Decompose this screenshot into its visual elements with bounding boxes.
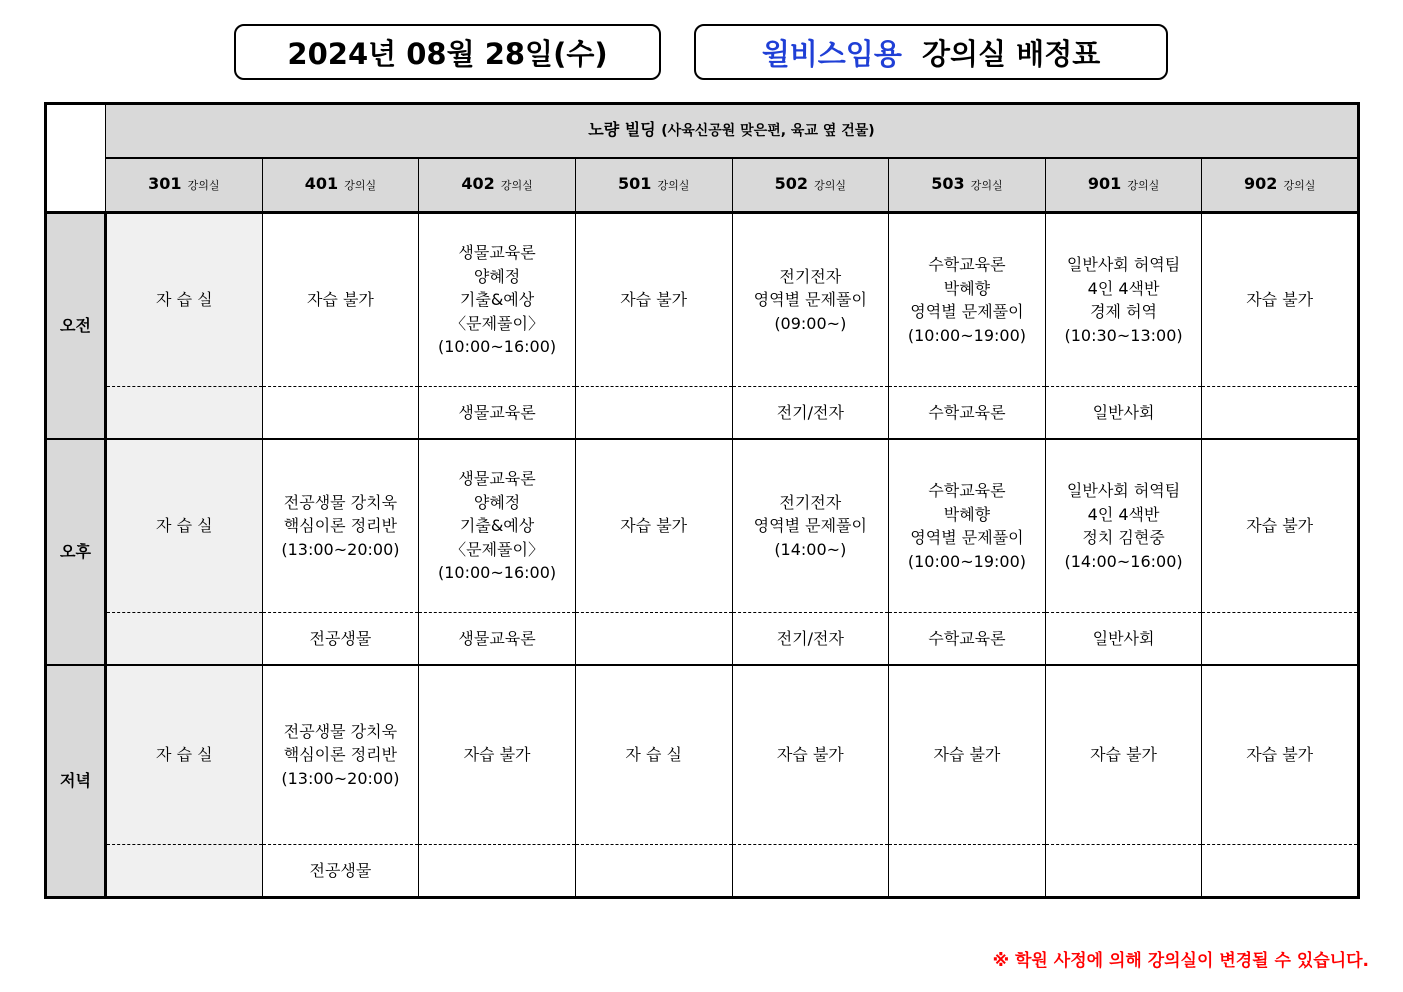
cell-line: (09:00~)	[774, 313, 847, 333]
cell-line: 자습 불가	[463, 745, 531, 765]
classroom-schedule-table	[44, 102, 1360, 899]
schedule-cell	[262, 439, 419, 613]
cell-line: 일반사회 허역팀	[1066, 481, 1181, 500]
schedule-cell	[1045, 665, 1202, 845]
cell-line: (14:00~)	[774, 539, 847, 559]
schedule-cell	[262, 665, 419, 845]
cell-line: 양혜정	[473, 492, 521, 512]
schedule-cell	[732, 213, 889, 387]
schedule-cell	[1045, 213, 1202, 387]
corner-cell	[46, 104, 106, 213]
date-title	[234, 24, 661, 80]
cell-line: 자습 불가	[306, 290, 374, 310]
subject-cell: 수학교육론	[889, 387, 1046, 440]
schedule-cell	[419, 213, 576, 387]
subject-cell	[1202, 387, 1359, 440]
cell-line: 〈문제풀이〉	[450, 313, 544, 333]
cell-line: 영역별 문제풀이	[753, 516, 867, 536]
period-label: 오후	[46, 439, 106, 665]
subject-cell	[106, 387, 263, 440]
cell-line: 전기전자	[779, 266, 842, 286]
schedule-cell	[575, 213, 732, 387]
subject-cell	[889, 845, 1046, 898]
schedule-cell	[889, 439, 1046, 613]
room-header: 503 강의실	[889, 158, 1046, 213]
cell-line: (10:30~13:00)	[1064, 325, 1183, 345]
cell-line: 경제 허역	[1090, 302, 1158, 321]
room-header: 301 강의실	[106, 158, 263, 213]
cell-line: 자습 불가	[1090, 745, 1158, 765]
schedule-cell	[575, 665, 732, 845]
cell-line: 자습 불가	[1246, 745, 1314, 765]
brand-name: 윌비스임용	[761, 36, 902, 71]
schedule-cell	[889, 213, 1046, 387]
change-notice: ※ 학원 사정에 의해 강의실이 변경될 수 있습니다.	[992, 951, 1369, 971]
cell-line: (10:00~19:00)	[907, 551, 1026, 571]
schedule-cell	[1202, 665, 1359, 845]
schedule-cell	[419, 439, 576, 613]
subject-cell	[575, 845, 732, 898]
subject-cell	[1202, 845, 1359, 898]
cell-line: 기출&예상	[459, 290, 535, 310]
room-header: 901 강의실	[1045, 158, 1202, 213]
subject-cell: 생물교육론	[419, 613, 576, 666]
cell-line: (10:00~19:00)	[907, 325, 1026, 345]
cell-line: 양혜정	[473, 266, 521, 286]
cell-line: 자 습 실	[156, 745, 213, 765]
cell-line: (10:00~16:00)	[438, 337, 557, 357]
cell-line: 자습 불가	[1246, 516, 1314, 536]
schedule-title	[694, 24, 1168, 80]
cell-line: 생물교육론	[458, 469, 536, 489]
cell-line: 핵심이론 정리반	[283, 516, 398, 536]
cell-line: 정치 김현중	[1082, 528, 1165, 547]
cell-line: 자습 불가	[620, 516, 688, 536]
subject-cell: 일반사회	[1045, 387, 1202, 440]
cell-line: (13:00~20:00)	[281, 768, 400, 788]
cell-line: 영역별 문제풀이	[910, 302, 1024, 321]
building-note: (사육신공원 맞은편, 육교 옆 건물)	[661, 123, 875, 140]
subject-cell: 수학교육론	[889, 613, 1046, 666]
room-header: 902 강의실	[1202, 158, 1359, 213]
cell-line: 〈문제풀이〉	[450, 539, 544, 559]
period-label: 저녁	[46, 665, 106, 898]
cell-line: 핵심이론 정리반	[283, 745, 398, 765]
cell-line: 수학교육론	[928, 481, 1006, 500]
building-header	[106, 104, 1359, 159]
schedule-cell	[1202, 213, 1359, 387]
subject-cell: 전공생물	[262, 845, 419, 898]
subject-cell: 일반사회	[1045, 613, 1202, 666]
cell-line: 4인 4색반	[1087, 504, 1160, 524]
cell-line: (10:00~16:00)	[438, 563, 557, 583]
schedule-cell	[419, 665, 576, 845]
cell-line: 4인 4색반	[1087, 278, 1160, 298]
cell-line: 박혜향	[943, 278, 991, 298]
subject-cell	[106, 845, 263, 898]
subject-cell	[419, 845, 576, 898]
schedule-cell	[106, 439, 263, 613]
subject-cell	[1045, 845, 1202, 898]
cell-line: 수학교육론	[928, 255, 1006, 274]
schedule-cell	[106, 213, 263, 387]
period-label: 오전	[46, 213, 106, 440]
cell-line: 박혜향	[943, 504, 991, 524]
room-header: 502 강의실	[732, 158, 889, 213]
cell-line: 전공생물 강치욱	[283, 492, 398, 512]
subject-cell	[1202, 613, 1359, 666]
cell-line: 전기전자	[779, 492, 842, 512]
cell-line: 자습 불가	[933, 745, 1001, 765]
subject-cell	[575, 387, 732, 440]
building-name: 노량 빌딩	[588, 120, 656, 140]
subject-cell: 전공생물	[262, 613, 419, 666]
schedule-cell	[262, 213, 419, 387]
cell-line: 전공생물 강치욱	[283, 721, 398, 741]
cell-line: 영역별 문제풀이	[910, 528, 1024, 547]
room-header: 401 강의실	[262, 158, 419, 213]
subject-cell	[106, 613, 263, 666]
schedule-cell	[889, 665, 1046, 845]
subject-cell	[575, 613, 732, 666]
schedule-cell	[575, 439, 732, 613]
cell-line: 자습 불가	[1246, 290, 1314, 310]
schedule-cell	[106, 665, 263, 845]
schedule-cell	[1045, 439, 1202, 613]
subject-cell	[262, 387, 419, 440]
cell-line: 일반사회 허역팀	[1066, 255, 1181, 274]
cell-line: (14:00~16:00)	[1064, 551, 1183, 571]
cell-line: 자습 불가	[620, 290, 688, 310]
schedule-cell	[732, 665, 889, 845]
cell-line: (13:00~20:00)	[281, 539, 400, 559]
schedule-cell	[732, 439, 889, 613]
cell-line: 자 습 실	[156, 290, 213, 310]
subject-cell: 전기/전자	[732, 387, 889, 440]
date-text: 2024년 08월 28일(수)	[287, 36, 608, 71]
schedule-cell	[1202, 439, 1359, 613]
cell-line: 자 습 실	[625, 745, 682, 765]
schedule-title-text: 강의실 배정표	[922, 36, 1101, 71]
cell-line: 자 습 실	[156, 516, 213, 536]
subject-cell: 전기/전자	[732, 613, 889, 666]
cell-line: 자습 불가	[776, 745, 844, 765]
subject-cell: 생물교육론	[419, 387, 576, 440]
cell-line: 영역별 문제풀이	[753, 290, 867, 310]
subject-cell	[732, 845, 889, 898]
room-header: 501 강의실	[575, 158, 732, 213]
cell-line: 생물교육론	[458, 243, 536, 263]
room-header: 402 강의실	[419, 158, 576, 213]
cell-line: 기출&예상	[459, 516, 535, 536]
